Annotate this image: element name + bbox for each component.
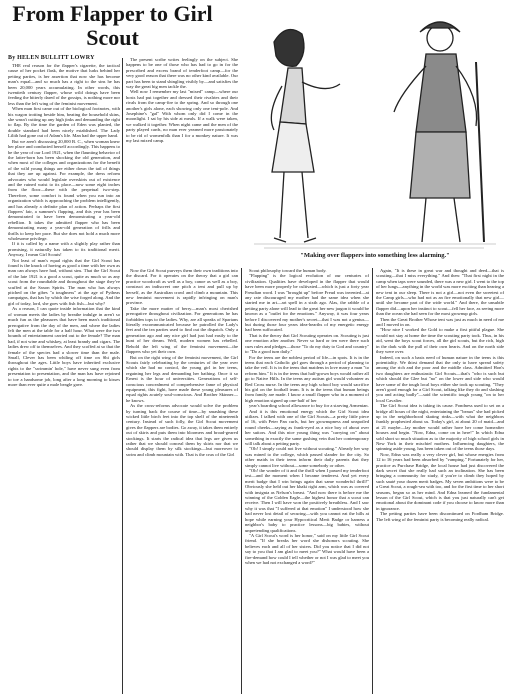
- article-paragraph: Now, Edna was really a very clever girl, but whose energies from 12 to 16 years had been absorbed by "vamping." Fortunately for her, practice as Purchase Bridge, the local house had just discovered the dark secret that she really had such an inclination. She has been bringing a community for study, if you're to climb they hoped by such sauté your dozen merit badges. My seven ambitions were to be a Great Scout, a rough-sea with too, and for the first time to her short seasons, began so as her mind. And Edna learned the fundamental lesson of the Girl Scout, which is that you just naturally can't get emotional about the dominant code if you choose to know more than in ignorance.: [376, 451, 504, 511]
- article-paragraph: If it is called by a name with a slightly play rather than promising, it naturally has taken to its traditional merit. Anyway, I mean Girl Scouts!: [8, 241, 120, 258]
- article-paragraph: Take the more matter of berry—man's most cherished prerogative throughout civilization. For generations he has forbidden tops to the ladies. Why, are all speaks of Spartans literally excommunicated because he patrolled the Lady's feet and the tea parties used to find out the dispatch. Only a generation ago and any nice girl had just had easily to the hunt of her dream. Well, modern women has rebelled. Behold the left wing of the feminist movement—the flappers who yet their own.: [126, 305, 238, 355]
- article-paragraph: As the cross-reforms advocate would solve the problem by turning back the course of time—by smashing these wicked little birch feet into the top shelf of the nineteenth century. Instead of such folly, the Girl Scout movement gives the flappers are bodies. Go away, it takes them entirely out of skirts and puts them into bloomers and broad-geared stockings. It starts the radical idea that legs are given us rather that we should conceal them by skirts nor that we should display them by silk stockings—but moreover to swim and climb mountain with. That is the crux of the Girl: [126, 403, 238, 457]
- article-paragraph: That is the theory that Girl Scouting operates on. Scouting is just one emotion after another. Never so hard or ten were there such cues rules and pledges—those "To do my duty to God and country" to "Do a good turn daily.": [245, 332, 369, 355]
- article-paragraph: As a reason, I can quote inside information that the kind of woman meets the ladies by breathe indulge in aren't so much fun as the pleasures that have been man's traditional prerogative from the day of the men, and where the ladies felt the men at the table for a half hour. What were the two bounds of entertainment carried out to the female? The man had, if not wine and whiskey, at least brandy and cigars. The ladies drew off to themselves. And they scoffed at so that the female of the species had a slower time than the male. Small, Clever has been whiling off time on Shi girls throughout the ages. Little boys have inherited exclusive rights to the "swimmin' hole," have never sung even from presentation to presentation, and the man has have rejoined to toe a handsome job, long after a long morning to kisses more than ever quite a male beagle gave.: [8, 306, 120, 387]
- byline: By HELEN BULLITT LOWRY: [8, 55, 95, 61]
- article-paragraph: Scout philosophy toward the human body.: [249, 268, 327, 273]
- article-paragraph: Now the Girl Scout purveys them their own traditions into the discard. For it operates on the theory that a girl can practice woodcraft as well as a boy, canoe as well as a boy, construct an indiscreet one pitch a tent and pull up by herself, as the Australian crawl and climb a mountain. This new feminist movement is rapidly infringing on man's province.: [126, 268, 238, 306]
- flapper-figure: [271, 30, 340, 243]
- article-column-1: [8, 63, 120, 695]
- ground-hatching: [254, 244, 496, 248]
- article-paragraph: The present scribe writes feelingly on the subject. She happens to be one of those who has had to go in for the prescribed and excess brand of tenderfoot camp—for the very good reason that there was no other kind available. Our part has been to stand shingling visibly by—and satisfies the way the great big men tackle the.: [126, 57, 238, 90]
- article-paragraph: Well now I remember my last "mixed" camp—where our hosts had put together and dressed their rivalries and their rivals from the camp-fire to the spring. And so through one another's girls alone, each showing only one tent-pole. And Josephine's "gal" With whom only did I come in the moonlight. I sat by his side at meals. If a walk were taken, we walked it together. When night came and the men of the party played cards, no man ever yearned more passionately to be rid of womenfolk than I for a monkey nature. It was my last mixed camp.: [126, 89, 238, 144]
- article-paragraph: When man first came out of the biological footnotes, with his wagon trotting beside him, beating the household skins, she wasn't cutting up any high jinks and demanding the right to flap. By the time the garden of Eden was planted, the double standard had been nicely established. The Lady Lilith had gone out of Adam's life. Man had the upper hand.: [8, 106, 120, 139]
- article-column-2-bottom: [126, 268, 238, 695]
- article-paragraph: Indeed, on such a basis need of human nature in the teens is this potentiality. We thirst demand that the only to have spread safety among the rich and the poor and the middle class. Admitted Hon's two daughters are enthusiastic Girl Scouts—that's "who is such but which should the Glee but "no" on the lower and side who would have some of the tough local boys either she took up scouting. "They aren't good enough for a Girl Scout, talking like they do and slashing you and acting badly"—said the scientific tough young "on to her local Cavalier.: [376, 354, 504, 403]
- article-paragraph: "Oh! I simply could not live without scouting." Already her way was mined to the college, which passed slander for the city. So other maids in their teens inform their daily parents that they simply cannot live without—some somebody or other.: [245, 446, 369, 468]
- article-paragraph: But we aren't discussing 20,000 B. C., when woman knew her place and conducted herself accordingly. This happens to be the year of our Lord 1921, when the flaunting behavior of the latter-born has been shocking the old generation, and when most of the colleges and organizations for the benefit of the wild young things are either down the tail of things that they are up against. For example, the dress reform advocates who would legislate overskirts out of existence and the ruined waist to its place—now some eight inches from the floor—these with the perpetual two-step. Therefore, some comfort is found when you run into an organization which is approaching the problem intelligently, and has already a definite plan of action. Perhaps the first flappers' fair, a summer's flapping, and this year has been demonstrated to have been demonstrating a year-old rebellion. It takes the admitted flapper who has been demonstrating many a year-old generation of frills and thrills to keep her pace. But she does not hold a much more wholesome privilege.: [8, 138, 120, 241]
- article-paragraph: Again, "It is these in great war and thought and deed—that is scouting—that I miss everything." And then: "That first night in the camp when taps were sounded, there was a new girl. I went to the top of her lungs—anything in the world was more exciting than hearing a new tent in our sleep. There is not a girl—not even the sweetest of the Camp girls—who had not as an fire emotionally that new girl—until she became part of the wide world." And there, the unsubtle flapper did—upon her instinct to scout—fell her face, as seeing more than the ocean she had seen for the most grownup girls.: [376, 268, 504, 317]
- article-paragraph: The petting parties have been discontinued on Fordham Bridge. The left wing of the feminist party is becoming really radical.: [376, 511, 504, 522]
- flapper-scout-illustration: [244, 2, 506, 250]
- article-paragraph: Then the Great Brother Whose tent was just as much in need of me and I moved in on.: [376, 316, 504, 328]
- headline: From Flapper to Girl Scout: [12, 1, 213, 50]
- column-rule: [372, 268, 373, 694]
- article-paragraph: Not least of man's equal rights that the Girl Scout has found is the knack of having as good a time with her own as man can always have had, without sins. That the Girl Scout of the late 1921 is a good a scout, quite as much so as any scout from the roundtable and throughout the stage they've scuffed at the Saxon Spirits. The man who has always pitched on the gibes "a toughness" at the age of Pytheas campaigns, that has by which the wise forged along. And the girl of today, lord, she goes with fish fish—but why?: [8, 257, 120, 306]
- column-rule: [241, 268, 242, 694]
- scout-figure: [394, 22, 484, 242]
- article-column-2-top: [126, 57, 238, 227]
- article-paragraph: "Oh! the wonder of it and the thrill when I passed my tenderfoot test—and the moment when I became tenderest. And yet every merit badge that I win brings again that same wonderful thrill!" Obviously she held out her khaki right arm, which was as covered with insignia as Nelson's breast. "And now there is before me the winning of the Golden Eagle—the highest honor that a scout can receive. Then I will have won the positively breathless. And I saw why it was that "I suffered at that emotion" I understood how she had never lost detail of securing—with you cannot eat the hills at hope while earning your Hypocritical Merit Badge or harness a neighbor's baby to practice lessons—big babies, without unpretending qualifications.: [245, 468, 369, 533]
- article-paragraph: The Girl Scout idea is taking its cause. Fondness used to set on a bridge all hours of the night, entertaining the "beaux" she had picked up in the neighborhood skating rinks—with what the neighbors frankly prophesied about us. Today's girl, at about 20 of maid—and at 21 maybe—lay mother would rather have her come homeafter houses and begin. "Now, Edna, come on in here!" In which Edna sold short so much situation as to the majority of high school girls in New York in their mischief mothers. Influencing daughters, the spinning aside young, has been taken out of the teens those days.: [376, 403, 504, 452]
- article-paragraph: year's boarding school allowance to buy for a starving Armenian.: [249, 403, 369, 409]
- article-paragraph: For the teens are the noblest period of life—in spots. It is in the teens that each Catholic girl goes through a period of planning to take the veil. It is in the teens that maidens in love marry a man "to reform him." It is in the teens that half-grown boys would rather all go to Native Hills. In the teens any autism girl would volunteer as Red Cross nurse. In the teens any high school boy would sacrifice his girl on the football team. It is in the teens that human beings from family are made. I know a small flapper who in a moment of high emotion signed up one-half of her: [245, 354, 369, 403]
- article-paragraph: THE real reason for the flapper's cigarette, the tactical cause of her pocket flask, the motive that lurks behind her petting parties, is her assertion that now she has become man's equal—and so much has a right to the sins he has been 20,000 years accumulating. In other words, this twentieth century flapper, whose wild doings have been feeding the bitterly dared of the gossips, is nothing more nor less than the left wing of the feminist movement.: [8, 63, 120, 106]
- article-column-4: [376, 268, 504, 695]
- column-rule: [122, 58, 123, 694]
- article-paragraph: "A Girl Scout's word is her honor," said on my little Girl Scout friend. "If she breaks her word she dishonors scouting. She believes each and all of her sisters. Did you notice that I did not say to you that I am glad to meet you?" What would have been a fire-demand how could I tell whether or not I was glad to meet you when we had not exchanged a word?": [245, 532, 369, 565]
- article-column-3: [245, 268, 369, 695]
- illustration-caption: "Making over flappers into something less alarming.": [300, 252, 450, 259]
- article-paragraph: But on the right wing of the feminist movement, the Girl Scouts fairly celebrating by the centuries of the year over which she had no control, the young girl in her teens, regaining her legs and demanding her bathing. Once it so Ernest is the hour of universities. Generations of self-conscious concealment of comprehensive fame of physical equipment, this fight, have made these young pleasures of equal rights acutely soul-conscious. And Brother Skinner—he knows.: [126, 354, 238, 403]
- article-paragraph: And it is this emotional energy which the Girl Scout idea utilizes. I talked with one of the Girl Scouts—a pretty little piece of 16, with Peter Pan curls, but her grownupness and unspoiled round cheeks—saying as frank-eyed as a nice boy of about over her suitors. And this nice young thing was "carrying on" about something in exactly the same gushing vein that her contemporary will talk about a petting party.: [245, 408, 369, 446]
- article-paragraph: "How nice I worked the Gold to make a first pitiful plague. She would not stay at home the time the scouting party took. Thus, in his aid, went the boys scout forces, all the girl scouts, but the rich, high in the dark with the pull of their own hearts. And on the north side they were over.: [376, 327, 504, 355]
- article-paragraph: "Flapping" is the logical evolution of our centuries of civilization. Qualities have developed in the flapper that would have been more properly be cultivated—which is just a forty year Freudian word. I was "brought up" before Freud was invented—at any rate discouraged my mother had the same idea when she started me in art—art spell in a sixth ago. Alas, the rabble of a petting party alone will lead to the great her new jargon it would be known as a "outlet for the emotions." Anyway, it was four years before I discovered my mother's secret—that I was not a genius—but during those four years idea-hearths of my energetic energy had been suffocated.: [245, 273, 369, 333]
